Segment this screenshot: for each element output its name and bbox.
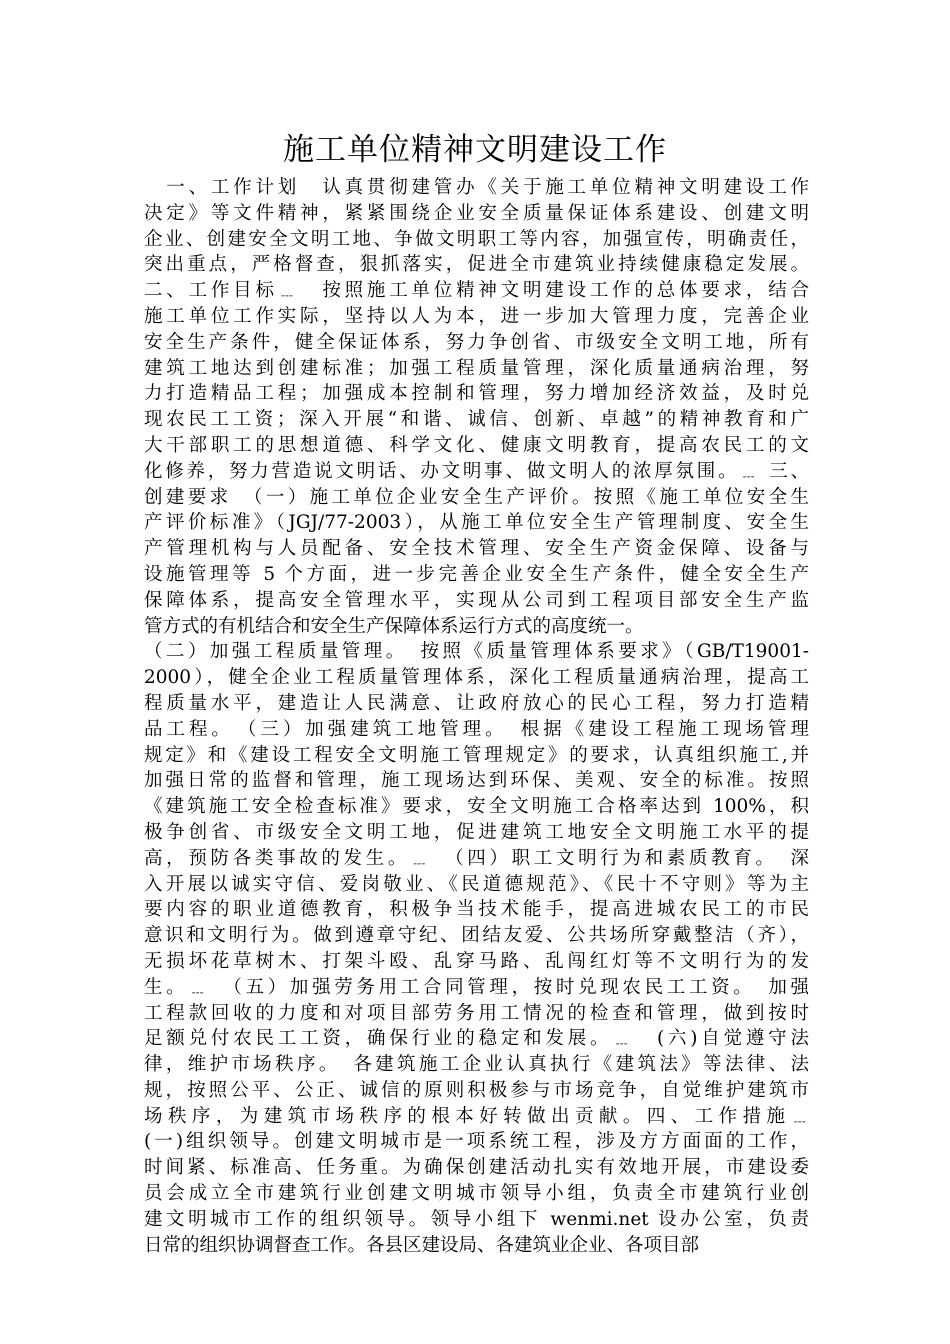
body-line: 规，按照公平、公正、诚信的原则积极参与市场竞争，自觉维护建筑市	[144, 1079, 809, 1101]
document-body	[144, 175, 809, 1258]
body-line: 安全生产条件，健全保证体系，努力争创省、市级安全文明工地，所有	[144, 331, 809, 353]
body-line: (一)组织领导。创建文明城市是一项系统工程，涉及方方面面的工作，	[144, 1131, 809, 1153]
body-line: 突出重点，严格督查，狠抓落实，促进全市建筑业持续健康稳定发展。	[144, 254, 809, 276]
body-line: 无损坏花草树木、打架斗殴、乱穿马路、乱闯红灯等不文明行为的发	[144, 950, 809, 972]
body-line: 高，预防各类事故的发生。﹍ （四）职工文明行为和素质教育。 深	[144, 847, 809, 869]
body-line: 管方式的有机结合和安全生产保障体系运行方式的高度统一。	[144, 615, 644, 637]
body-line: 入开展以诚实守信、爱岗敬业、《民道德规范》、《民十不守则》等为主	[144, 873, 809, 895]
body-line: 程质量水平，建造让人民满意、让政府放心的民心工程，努力打造精	[144, 692, 809, 714]
body-line: 建文明城市工作的组织领导。领导小组下 wenmi.net 设办公室，负责	[144, 1208, 809, 1230]
body-line: 律，维护市场秩序。 各建筑施工企业认真执行《建筑法》等法律、法	[144, 1054, 809, 1076]
body-line: 时间紧、标准高、任务重。为确保创建活动扎实有效地开展，市建设委	[144, 1157, 809, 1179]
body-line: 规定》和《建设工程安全文明施工管理规定》的要求，认真组织施工,并	[144, 744, 809, 766]
body-line: 保障体系，提高安全管理水平，实现从公司到工程项目部安全生产监	[144, 589, 809, 611]
body-line: 日常的组织协调督查工作。各县区建设局、各建筑业企业、各项目部	[144, 1234, 700, 1256]
body-line: 一、工作计划 认真贯彻建管办《关于施工单位精神文明建设工作	[144, 177, 809, 198]
body-line: 创建要求 （一）施工单位企业安全生产评价。按照《施工单位安全生	[144, 486, 809, 508]
body-line: 二、工作目标﹍ 按照施工单位精神文明建设工作的总体要求，结合	[144, 280, 809, 302]
body-line: 员会成立全市建筑行业创建文明城市领导小组，负责全市建筑行业创	[144, 1183, 809, 1205]
document-title: 施工单位精神文明建设工作	[283, 132, 667, 168]
body-line: 现农民工工资；深入开展“和谐、诚信、创新、卓越”的精神教育和广	[144, 409, 809, 431]
body-line: 建筑工地达到创建标准；加强工程质量管理，深化质量通病治理，努	[144, 357, 809, 379]
body-line: 足额兑付农民工工资，确保行业的稳定和发展。﹍ (六)自觉遵守法	[144, 1028, 809, 1050]
body-line: 2000），健全企业工程质量管理体系，深化工程质量通病治理，提高工	[144, 667, 809, 689]
body-line: 化修养，努力营造说文明话、办文明事、做文明人的浓厚氛围。﹍ 三、	[144, 460, 809, 482]
body-line: 生。﹍ （五）加强劳务用工合同管理，按时兑现农民工工资。 加强	[144, 976, 809, 998]
body-line: 力打造精品工程；加强成本控制和管理，努力增加经济效益，及时兑	[144, 383, 809, 405]
body-line: 工程款回收的力度和对项目部劳务用工情况的检查和管理，做到按时	[144, 1002, 809, 1024]
body-line: 加强日常的监督和管理，施工现场达到环保、美观、安全的标准。按照	[144, 770, 809, 792]
body-line: （二）加强工程质量管理。 按照《质量管理体系要求》（GB/T19001-	[144, 641, 809, 663]
body-line: 极争创省、市级安全文明工地，促进建筑工地安全文明施工水平的提	[144, 821, 809, 843]
body-line: 产评价标准》（JGJ/77-2003），从施工单位安全生产管理制度、安全生	[144, 512, 809, 534]
body-line: 场秩序，为建筑市场秩序的根本好转做出贡献。四、工作措施﹍	[144, 1105, 809, 1127]
body-line: 品工程。 （三）加强建筑工地管理。 根据《建设工程施工现场管理	[144, 718, 809, 740]
body-line: 《建筑施工安全检查标准》要求，安全文明施工合格率达到 100%，积	[144, 796, 809, 818]
body-line: 企业、创建安全文明工地、争做文明职工等内容，加强宣传，明确责任，	[144, 228, 809, 250]
body-line: 设施管理等 5 个方面，进一步完善企业安全生产条件，健全安全生产	[144, 563, 809, 585]
body-line: 施工单位工作实际，坚持以人为本，进一步加大管理力度，完善企业	[144, 305, 809, 327]
body-line: 意识和文明行为。做到遵章守纪、团结友爱、公共场所穿戴整洁（齐），	[144, 925, 809, 947]
body-line: 产管理机构与人员配备、安全技术管理、安全生产资金保障、设备与	[144, 538, 809, 560]
body-line: 大干部职工的思想道德、科学文化、健康文明教育，提高农民工的文	[144, 434, 809, 456]
body-line: 决定》等文件精神，紧紧围绕企业安全质量保证体系建设、创建文明	[144, 202, 809, 224]
body-line: 要内容的职业道德教育，积极争当技术能手，提高进城农民工的市民	[144, 899, 809, 921]
